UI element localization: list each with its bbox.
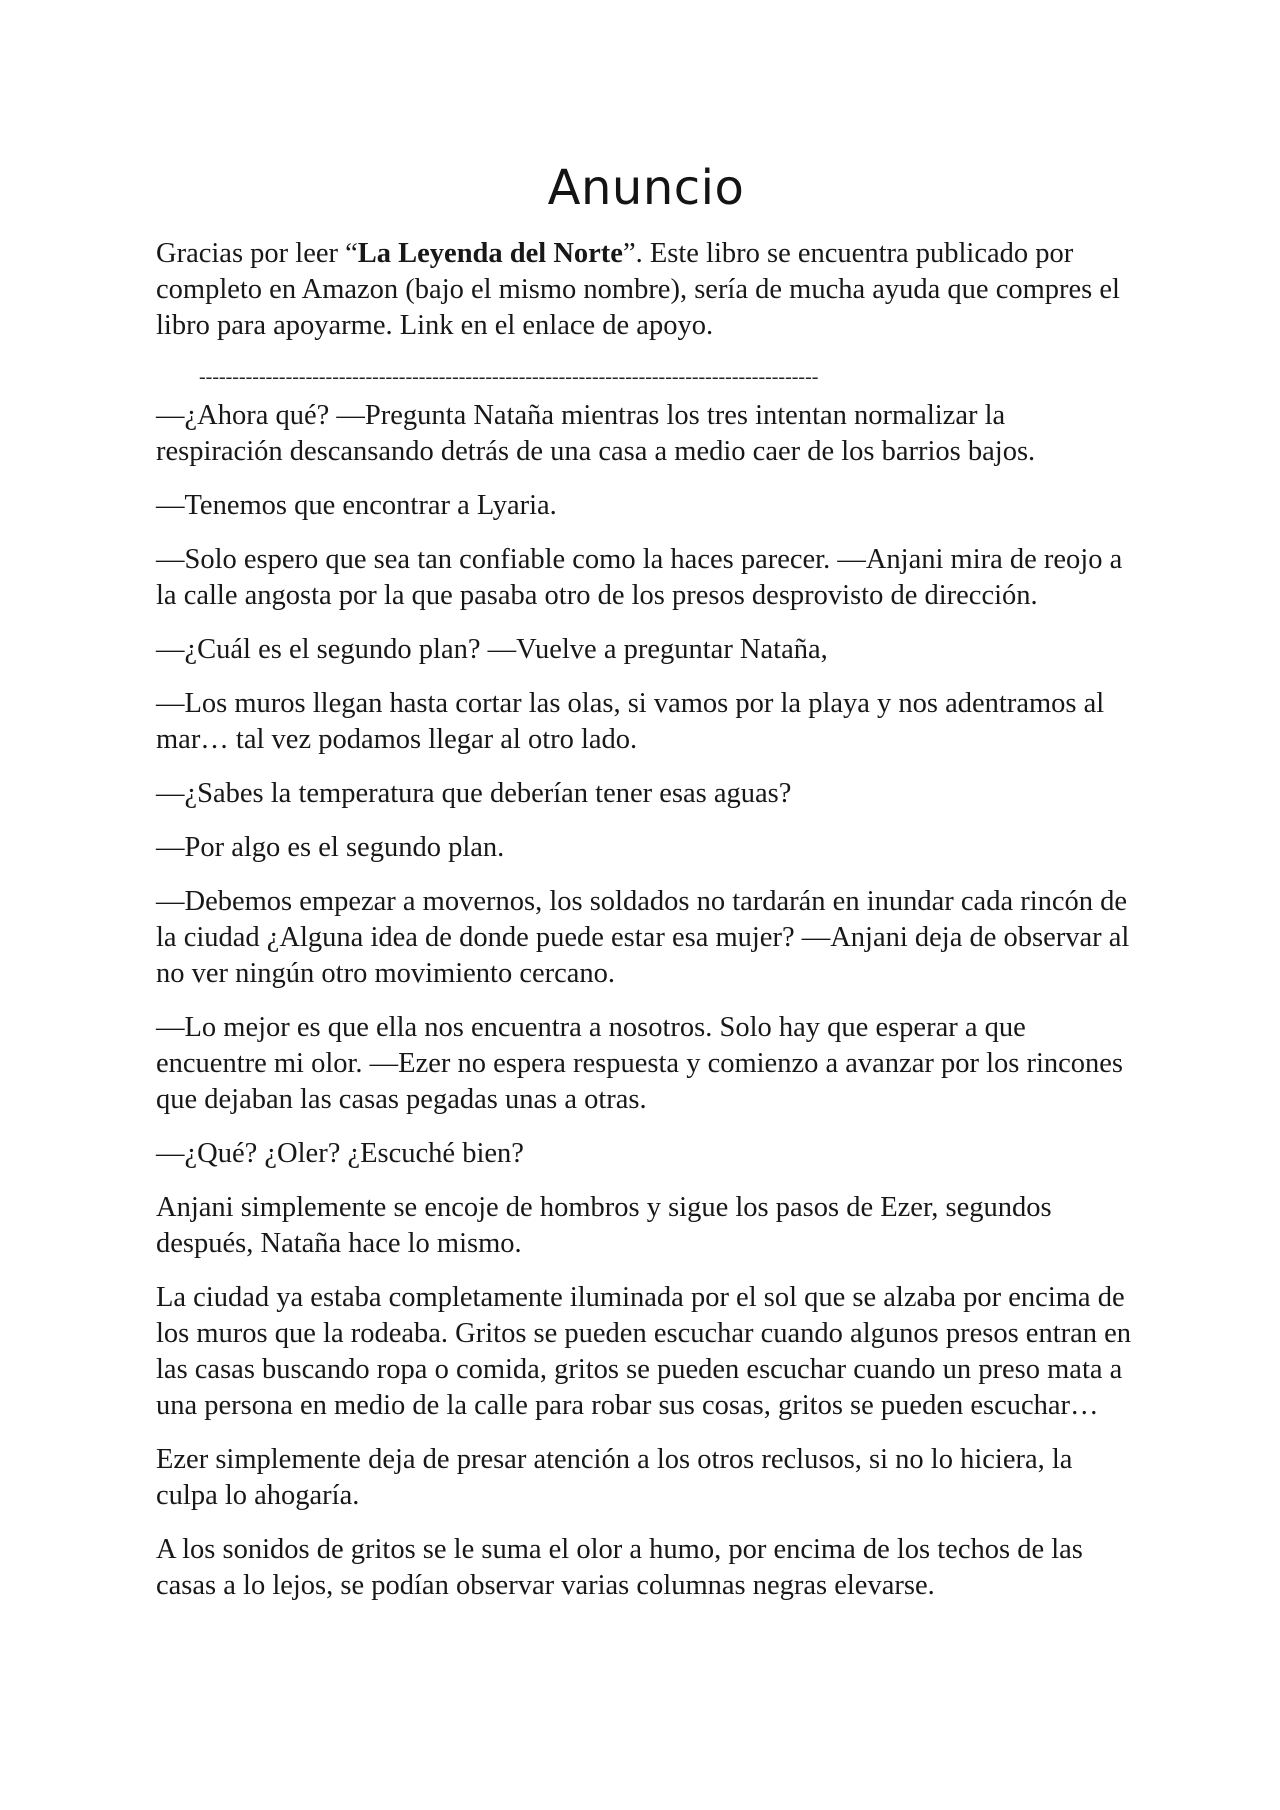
body-paragraph: —Por algo es el segundo plan. — [156, 832, 505, 863]
book-title: La Leyenda del Norte — [357, 238, 623, 269]
body-paragraph: —Solo espero que sea tan confiable como la haces parecer. —Anjani mira de reojo a la calle angosta por la que pasaba otro de los presos desprovisto de dirección. — [156, 544, 1123, 611]
intro-text-after: ”. Este libro se encuentra publicado por completo en Amazon (bajo el mismo nombre), sería de mucha ayuda que compres el libro para apoyarme. Link en el enlace de apoyo. — [156, 238, 1120, 341]
body-paragraph: Anjani simplemente se encoje de hombros y sigue los pasos de Ezer, segundos después, Natañа hace lo mismo. — [156, 1192, 1052, 1259]
body-paragraph: A los sonidos de gritos se le suma el olor a humo, por encima de los techos de las casas a lo lejos, se podían observar varias columnas negras elevarse. — [156, 1534, 1083, 1601]
body-paragraph: La ciudad ya estaba completamente iluminada por el sol que se alzaba por encima de los muros que la rodeaba. Gritos se pueden escuchar cuando algunos presos entran en las casas buscando ropa o comida, gritos se pueden escuchar cuando un preso mata a una persona en medio de la calle para robar sus cosas, gritos se pueden escuchar… — [156, 1282, 1132, 1421]
body-paragraph: —Los muros llegan hasta cortar las olas, si vamos por la playa y nos adentramos al mar… tal vez podamos llegar al otro lado. — [156, 688, 1105, 755]
intro-text-before: Gracias por leer “ — [156, 238, 358, 269]
page-title: Anuncio — [547, 160, 745, 216]
intro-paragraph — [156, 236, 1136, 344]
document-page — [156, 158, 1136, 1622]
body-paragraph: —Lo mejor es que ella nos encuentra a nosotros. Solo hay que esperar a que encuentre mi olor. —Ezer no espera respuesta y comienzo a avanzar por los rincones que dejaban las casas pegadas unas a otras. — [156, 1012, 1124, 1115]
body-paragraph: —¿Cuál es el segundo plan? —Vuelve a preguntar Natañа, — [156, 634, 828, 665]
separator-line: --------------------------------------------------------------------------------------------- — [199, 366, 819, 388]
body-paragraph: Ezer simplemente deja de presar atención a los otros reclusos, si no lo hiciera, la culpa lo ahogaría. — [156, 1444, 1073, 1511]
body-paragraph: —¿Qué? ¿Oler? ¿Escuché bien? — [156, 1138, 524, 1169]
body-paragraph: —¿Sabes la temperatura que deberían tener esas aguas? — [156, 778, 792, 809]
body-paragraph: —Debemos empezar a movernos, los soldados no tardarán en inundar cada rincón de la ciudad ¿Alguna idea de donde puede estar esa mujer? —Anjani deja de observar al no ver ningún otro movimiento cercano. — [156, 886, 1130, 989]
body-paragraph: —Tenemos que encontrar a Lyaria. — [156, 490, 557, 521]
body-paragraph: —¿Ahora qué? —Pregunta Natañа mientras los tres intentan normalizar la respiración descansando detrás de una casa a medio caer de los barrios bajos. — [156, 400, 1036, 467]
